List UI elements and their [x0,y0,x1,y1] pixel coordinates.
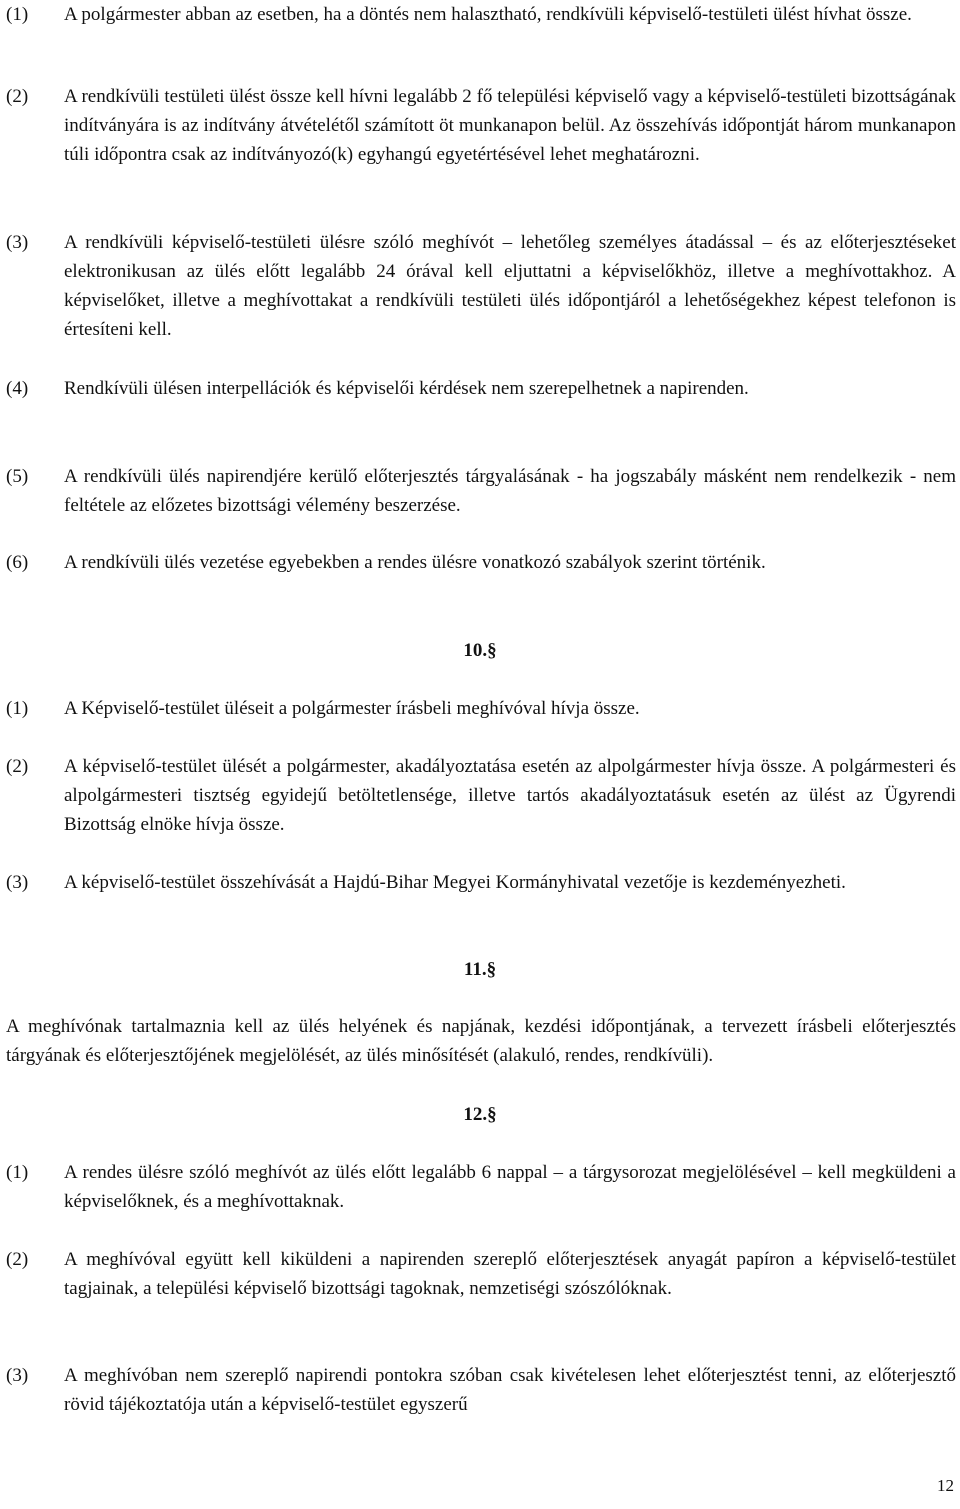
section-heading-11: 11.§ [463,959,497,980]
paragraph-12-2 [6,1245,956,1303]
paragraph-number: (5) [6,466,29,487]
paragraph-text: A rendkívüli testületi ülést össze kell hívni legalább 2 fő települési képviselő vagy a képviselő-testületi bizottságának indítványára is az indítvány átvételétől számított öt munkanapon belül. Az összehívás időpontját három munkanapon túli időpontra csak az indítványozó(k) egyhangú egyetértésével lehet meghatározni. [64,86,956,165]
paragraph-text: A képviselő-testület ülését a polgármester, akadályoztatása esetén az alpolgármester hívja össze. A polgármesteri és alpolgármesteri tisztség egyidejű betöltetlensége, illetve tartós akadályoztatásuk esetén az ülést az Ügyrendi Bizottság elnöke hívja össze. [64,756,956,835]
paragraph-text: A rendes ülésre szóló meghívót az ülés előtt legalább 6 nappal – a tárgysorozat megjelölésével – kell megküldeni a képviselőknek, és a meghívottaknak. [64,1162,956,1212]
section-heading-12: 12.§ [463,1104,497,1125]
paragraph-text: A rendkívüli ülés vezetése egyebekben a rendes ülésre vonatkozó szabályok szerint történik. [64,552,766,573]
paragraph-number: (6) [6,552,29,573]
paragraph-text: A rendkívüli képviselő-testületi ülésre szóló meghívót – lehetőleg személyes átadással – és az előterjesztéseket elektronikusan az ülés előtt legalább 24 órával kell eljuttatni a képviselőkhöz, illetve a meghívottakhoz. A képviselőket, illetve a meghívottakat a rendkívüli testületi ülés időpontjáról a lehetőségekhez képest telefonon is értesíteni kell. [64,232,956,340]
paragraph-number: (1) [6,4,29,25]
paragraph-text: Rendkívüli ülésen interpellációk és képviselői kérdések nem szerepelhetnek a napirenden. [64,378,749,399]
paragraph-text: A meghívóban nem szereplő napirendi pontokra szóban csak kivételesen lehet előterjesztést tenni, az előterjesztő rövid tájékoztatója után a képviselő-testület egyszerű [64,1365,956,1415]
paragraph-text: A Képviselő-testület üléseit a polgármester írásbeli meghívóval hívja össze. [64,698,640,719]
paragraph-number: (2) [6,86,29,107]
section-heading-10: 10.§ [463,640,497,661]
paragraph-text: A polgármester abban az esetben, ha a döntés nem halasztható, rendkívüli képviselő-testületi ülést hívhat össze. [64,4,912,25]
paragraph-number: (2) [6,1249,29,1270]
paragraph-number: (3) [6,1365,29,1386]
paragraph-number: (4) [6,378,29,399]
paragraph-10-1 [6,694,956,723]
paragraph-9-2 [6,82,956,169]
paragraph-text: A rendkívüli ülés napirendjére kerülő előterjesztés tárgyalásának - ha jogszabály másként nem rendelkezik - nem feltétele az előzetes bizottsági vélemény beszerzése. [64,466,956,516]
paragraph-9-5 [6,462,956,520]
paragraph-10-3 [6,868,956,897]
paragraph-12-1 [6,1158,956,1216]
paragraph-text: A meghívóval együtt kell kiküldeni a napirenden szereplő előterjesztések anyagát papíron a képviselő-testület tagjainak, a települési képviselő bizottsági tagoknak, nemzetiségi szószólóknak. [64,1249,956,1299]
paragraph-9-1 [6,0,956,29]
paragraph-number: (2) [6,756,29,777]
paragraph-12-3 [6,1361,956,1419]
paragraph-number: (3) [6,232,29,253]
paragraph-number: (3) [6,872,29,893]
paragraph-number: (1) [6,1162,29,1183]
page-number: 12 [937,1476,954,1495]
paragraph-9-3 [6,228,956,344]
paragraph-9-4 [6,374,956,403]
paragraph-10-2 [6,752,956,839]
paragraph-text: A képviselő-testület összehívását a Hajdú-Bihar Megyei Kormányhivatal vezetője is kezdeményezheti. [64,872,846,893]
paragraph-number: (1) [6,698,29,719]
paragraph-11: A meghívónak tartalmaznia kell az ülés helyének és napjának, kezdési időpontjának, a tervezett írásbeli előterjesztés tárgyának és előterjesztőjének megjelölését, az ülés minősítését (alakuló, rendes, rendkívüli). [6,1016,956,1066]
paragraph-9-6 [6,548,956,577]
